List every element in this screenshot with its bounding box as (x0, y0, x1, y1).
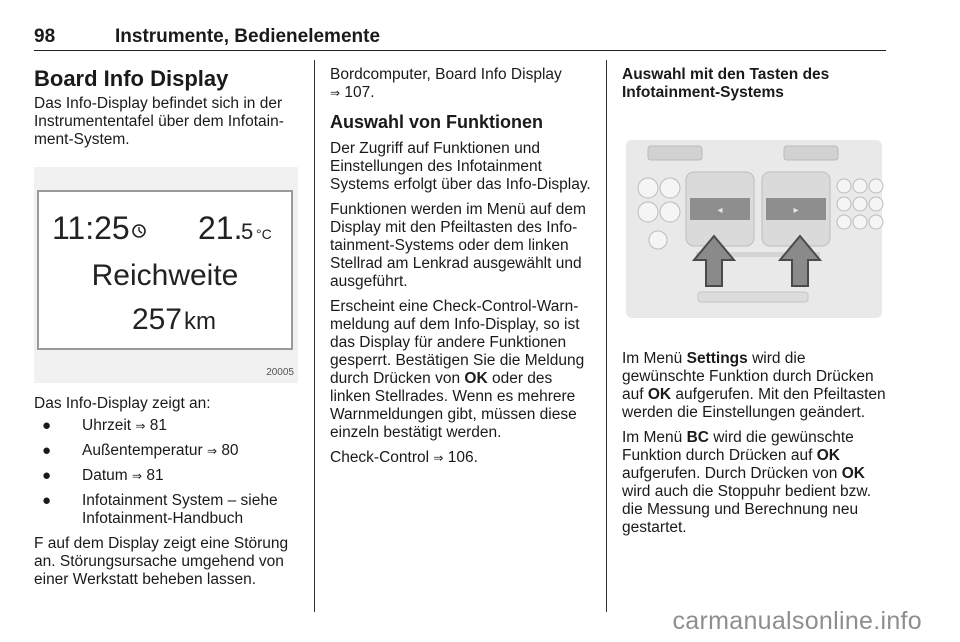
header-rule (34, 50, 886, 51)
svg-text:◂: ◂ (717, 205, 723, 216)
list-item: ● Datum ⇒ 81 (42, 467, 164, 484)
display-temperature: 21. (198, 210, 243, 246)
column-divider-2 (606, 60, 607, 612)
column-3 (622, 66, 886, 544)
bullet-dot-icon: ● (42, 492, 52, 509)
ref-arrow-icon: ⇒ (330, 86, 341, 100)
column-2 (330, 66, 592, 474)
ok-keyword: OK (816, 447, 840, 464)
paragraph: Funktionen werden im Menü auf dem Display mit den Pfeiltasten des Infotainment-Systems oder dem linken Stellrad am Lenkrad ausgewählt und ausgeführt. (330, 201, 586, 290)
display-range-unit: km (184, 308, 216, 335)
bc-keyword: BC (686, 429, 709, 446)
ref-arrow-icon: ⇒ (131, 469, 143, 483)
checkcontrol-reference: Check-Control ⇒ 106. (330, 449, 478, 466)
cross-reference: Bordcomputer, Board Info Display ⇒ 107. (330, 66, 562, 101)
paragraph-settings: Im Menü Settings wird die gewünschte Funktion durch Drücken auf OK aufgerufen. Mit den Pfeiltasten werden die Einstellungen geändert. (622, 350, 886, 421)
list-item: ● Uhrzeit ⇒ 81 (42, 417, 168, 434)
display-features-list (34, 417, 300, 528)
page-ref[interactable]: 106. (447, 449, 478, 466)
figure-id: 20005 (266, 367, 294, 378)
list-item: ● Infotainment System – siehe Infotainment-Handbuch (42, 492, 278, 527)
display-temperature-unit: °C (256, 226, 272, 242)
infotainment-panel-illustration (622, 124, 886, 334)
column-divider-1 (314, 60, 315, 612)
chapter-title: Instrumente, Bedienelemente (115, 26, 381, 47)
paragraph-bc: Im Menü BC wird die gewünschte Funktion durch Drücken auf OK aufgerufen. Durch Drücken von OK wird auch die Stoppuhr bedient bzw. die Messung und Berechnung neu gestartet. (622, 429, 872, 536)
column-1 (34, 66, 300, 596)
display-time: 11:25 (52, 210, 130, 246)
paragraph: Erscheint eine Check-Control-Warnmeldung auf dem Info-Display, so ist das Display für andere Funktionen gesperrt. Bestätigen Sie die Meldung durch Drücken von OK oder des linken Stellrades. Wenn es mehrere Warnmeldungen gibt, müssen diese einzeln bestätigt werden. (330, 298, 585, 441)
info-display-illustration (34, 167, 298, 383)
page-ref[interactable]: 81 (149, 417, 168, 434)
info-display-figure (34, 167, 298, 383)
watermark: carmanualsonline.info (672, 607, 922, 635)
ref-arrow-icon: ⇒ (135, 419, 146, 433)
bullet-dot-icon: ● (42, 467, 52, 484)
page-header (0, 0, 960, 50)
ok-keyword: OK (841, 465, 865, 482)
settings-keyword: Settings (686, 350, 748, 367)
display-shows-label: Das Info-Display zeigt an: (34, 395, 211, 412)
svg-text:▸: ▸ (793, 205, 799, 216)
list-item: ● Außentemperatur ⇒ 80 (42, 442, 239, 459)
bullet-dot-icon: ● (42, 442, 52, 459)
ref-arrow-icon: ⇒ (206, 444, 217, 458)
display-label-range: Reichweite (91, 259, 239, 292)
page-ref[interactable]: 81 (146, 467, 164, 484)
display-temperature-decimal: 5 (241, 219, 254, 244)
bullet-dot-icon: ● (42, 417, 52, 434)
page-ref[interactable]: 80 (221, 442, 239, 459)
ok-keyword: OK (464, 370, 488, 387)
ok-keyword: OK (647, 386, 672, 403)
section-heading-functions: Auswahl von Funktionen (330, 112, 544, 132)
infotainment-buttons-figure (622, 124, 886, 334)
paragraph: Der Zugriff auf Funktionen und Einstellungen des Infotainment Systems erfolgt über das Info-Display. (330, 140, 591, 193)
page-ref[interactable]: 107. (344, 84, 375, 101)
ref-arrow-icon: ⇒ (433, 451, 444, 465)
section-heading-board-info: Board Info Display (34, 66, 229, 91)
subsection-heading-buttons: Auswahl mit den Tasten des Infotainment-Systems (622, 66, 830, 101)
page-number: 98 (34, 26, 56, 47)
intro-text: Das Info-Display befindet sich in der Instrumententafel über dem Infotainment-System. (34, 95, 284, 148)
display-range-value: 257 (131, 303, 182, 336)
fault-note: F auf dem Display zeigt eine Störung an. Störungsursache umgehend von einer Werkstatt beheben lassen. (34, 535, 289, 588)
